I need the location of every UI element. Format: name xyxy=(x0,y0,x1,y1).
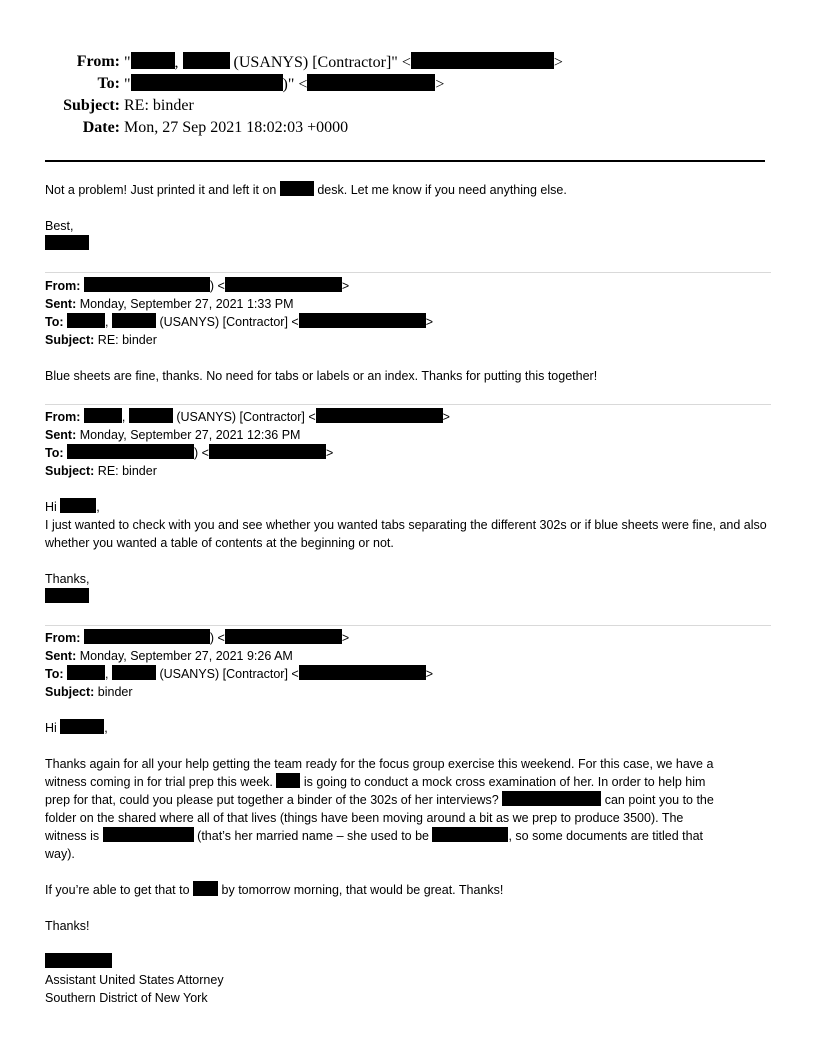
msg4-body-line: witness is (that’s her married name – she used to be , so some documents are titled that xyxy=(45,829,704,843)
redaction-box xyxy=(131,52,175,69)
header-date-value: Mon, 27 Sep 2021 18:02:03 +0000 xyxy=(124,119,349,136)
msg4-greeting: Hi , xyxy=(45,721,108,735)
msg4-closing: Thanks! xyxy=(45,919,90,933)
redaction-box xyxy=(307,74,435,91)
redaction-box xyxy=(280,181,314,196)
header-to-value: )" < xyxy=(282,76,308,93)
header-from-value: (USANYS) [Contractor]" < xyxy=(233,54,411,71)
redaction-box xyxy=(502,791,601,806)
message-divider xyxy=(45,272,771,273)
msg3-body: I just wanted to check with you and see whether you wanted tabs separating the different 302s or if blue sheets were fine, and also whether you wanted a table of contents at the beginning or not. xyxy=(45,518,767,550)
msg4-signature-title: Assistant United States Attorney xyxy=(45,973,224,987)
msg2-sent-row: Sent: Monday, September 27, 2021 1:33 PM xyxy=(45,297,294,311)
redaction-box xyxy=(67,665,105,680)
message-divider xyxy=(45,404,771,405)
reply-signature xyxy=(45,235,89,253)
header-to-label: To: xyxy=(97,75,120,92)
msg2-to-row: To: , (USANYS) [Contractor] < > xyxy=(45,315,434,329)
msg4-body-line: way). xyxy=(45,847,75,861)
redaction-box xyxy=(183,52,230,69)
redaction-box xyxy=(193,881,218,896)
redaction-box xyxy=(84,408,122,423)
redaction-box xyxy=(112,313,156,328)
redaction-box xyxy=(103,827,194,842)
msg3-greeting: Hi , xyxy=(45,500,100,514)
msg3-subject-row: Subject: RE: binder xyxy=(45,464,157,478)
msg4-sent-row: Sent: Monday, September 27, 2021 9:26 AM xyxy=(45,649,293,663)
msg4-body-line: witness coming in for trial prep this week. is going to conduct a mock cross examination of her. In order to help him xyxy=(45,775,706,789)
msg4-signature-office: Southern District of New York xyxy=(45,991,208,1005)
msg4-from-row: From: ) < > xyxy=(45,631,350,645)
header-subject-label: Subject: xyxy=(63,97,120,114)
redaction-box xyxy=(67,313,105,328)
header-date-label: Date: xyxy=(82,119,120,136)
redaction-box xyxy=(316,408,443,423)
header-subject-value: RE: binder xyxy=(124,97,194,114)
redaction-box xyxy=(45,953,112,968)
msg2-from-row: From: ) < > xyxy=(45,279,350,293)
reply-body-line: Not a problem! Just printed it and left it on desk. Let me know if you need anything else. xyxy=(45,183,567,197)
redaction-box xyxy=(84,277,210,292)
msg3-signature xyxy=(45,588,89,606)
redaction-box xyxy=(432,827,508,842)
msg4-body-line: Thanks again for all your help getting the team ready for the focus group exercise this weekend. For this case, we have a xyxy=(45,757,714,771)
msg2-subject-row: Subject: RE: binder xyxy=(45,333,157,347)
redaction-box xyxy=(225,629,342,644)
msg3-sent-row: Sent: Monday, September 27, 2021 12:36 PM xyxy=(45,428,301,442)
redaction-box xyxy=(84,629,210,644)
redaction-box xyxy=(299,665,426,680)
message-divider xyxy=(45,625,771,626)
header-divider xyxy=(45,160,765,162)
redaction-box xyxy=(60,719,104,734)
redaction-box xyxy=(411,52,554,69)
msg4-body-line: folder on the shared where all of that lives (things have been moving around a bit as we prep to produce 3500). The xyxy=(45,811,684,825)
redaction-box xyxy=(276,773,300,788)
msg4-body-line: prep for that, could you please put together a binder of the 302s of her interviews? can point you to the xyxy=(45,793,714,807)
redaction-box xyxy=(129,408,173,423)
redaction-box xyxy=(131,74,283,91)
redaction-box xyxy=(45,588,89,603)
redaction-box xyxy=(60,498,96,513)
msg4-to-row: To: , (USANYS) [Contractor] < > xyxy=(45,667,434,681)
msg2-body: Blue sheets are fine, thanks. No need for tabs or labels or an index. Thanks for putting this together! xyxy=(45,369,598,383)
msg3-from-row: From: , (USANYS) [Contractor] < > xyxy=(45,410,450,424)
redaction-box xyxy=(209,444,326,459)
header-from-label: From: xyxy=(76,53,120,70)
redaction-box xyxy=(67,444,194,459)
reply-closing: Best, xyxy=(45,219,74,233)
msg4-subject-row: Subject: binder xyxy=(45,685,133,699)
msg3-to-row: To: ) < > xyxy=(45,446,334,460)
msg3-closing: Thanks, xyxy=(45,572,90,586)
redaction-box xyxy=(45,235,89,250)
redaction-box xyxy=(225,277,342,292)
msg4-body-line: If you’re able to get that to by tomorrow morning, that would be great. Thanks! xyxy=(45,883,504,897)
redaction-box xyxy=(112,665,156,680)
redaction-box xyxy=(299,313,426,328)
msg4-signature-name xyxy=(45,953,112,971)
